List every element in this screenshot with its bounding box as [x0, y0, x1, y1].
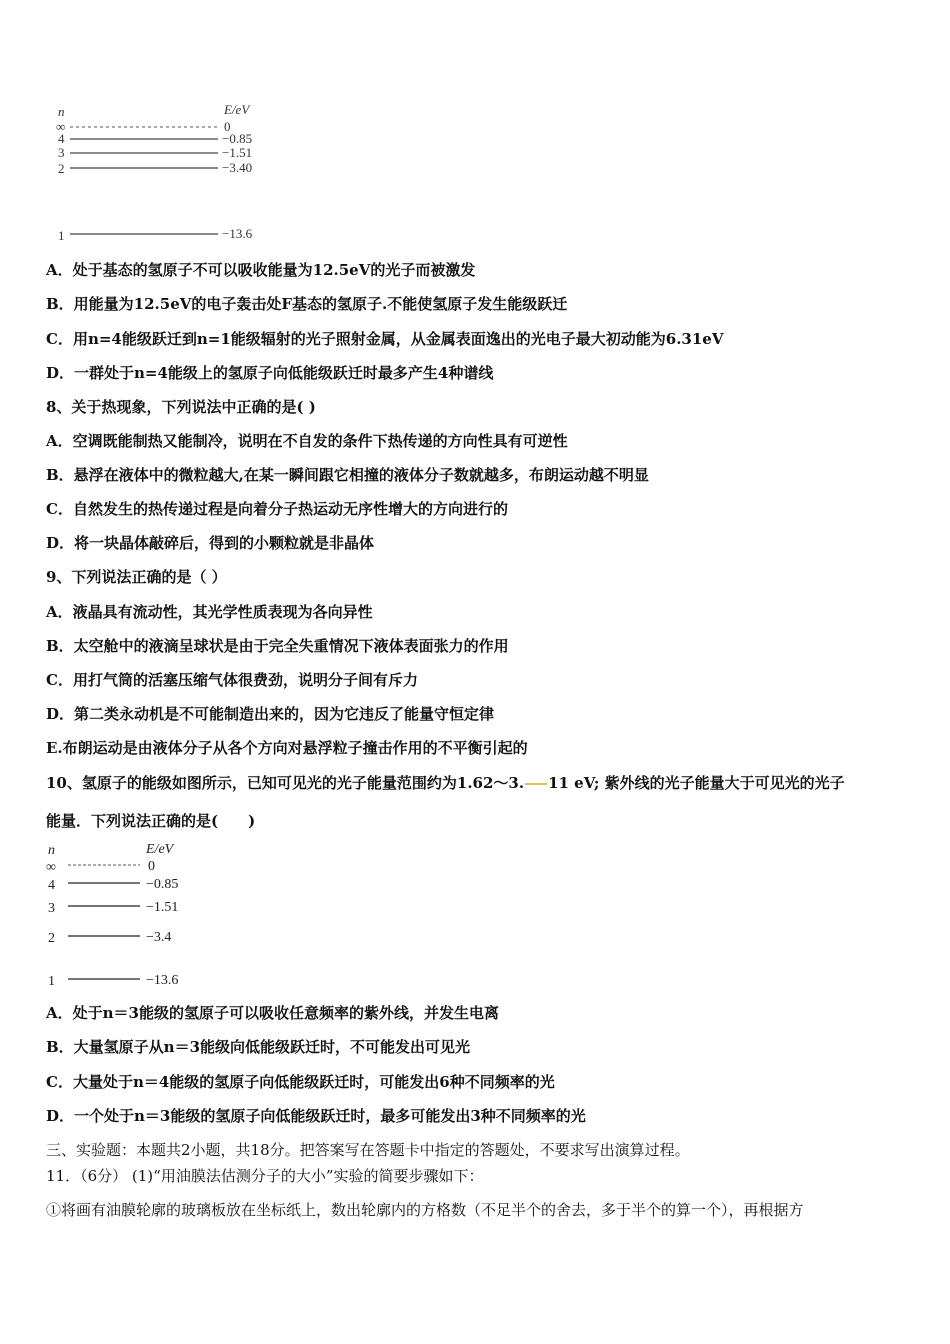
- diagram1-n-4: 4: [58, 131, 65, 146]
- q10-option-d: D．一个处于n＝3能级的氢原子向低能级跃迁时，最多可能发出3种不同频率的光: [46, 1107, 586, 1125]
- q10-stem-part1: 10、氢原子的能级如图所示，已知可见光的光子能量范围约为1.62～3.: [46, 774, 525, 792]
- diagram2-e-label: E/eV: [146, 842, 174, 857]
- q10-option-a: A．处于n＝3能级的氢原子可以吸收任意频率的紫外线，并发生电离: [46, 1004, 499, 1022]
- q10-option-b: B．大量氢原子从n＝3能级向低能级跃迁时，不可能发出可见光: [46, 1038, 471, 1056]
- diagram2-n-2: 2: [48, 931, 55, 946]
- diagram1-n-3: 3: [58, 145, 65, 160]
- diagram1-e-inf: 0: [224, 119, 231, 134]
- diagram1-n-1: 1: [58, 228, 65, 243]
- energy-level-diagram-2: [42, 838, 242, 993]
- diagram1-n-label: n: [58, 104, 65, 119]
- diagram1-n-inf: ∞: [56, 119, 66, 134]
- diagram1-e-label: E/eV: [224, 102, 250, 117]
- diagram2-e-1: −13.6: [146, 973, 179, 988]
- q7-option-a: A．处于基态的氢原子不可以吸收能量为12.5eV的光子而被激发: [46, 261, 476, 279]
- diagram2-e-3: −1.51: [146, 900, 179, 915]
- diagram2-n-label: n: [48, 843, 55, 858]
- q11-stem: 11．（6分） (1)“用油膜法估测分子的大小”实验的简要步骤如下：: [46, 1167, 484, 1185]
- diagram2-e-2: −3.4: [146, 930, 172, 945]
- diagram2-e-4: −0.85: [146, 877, 179, 892]
- diagram1-e-2: −3.40: [222, 160, 253, 175]
- q11-step1: ①将画有油膜轮廓的玻璃板放在坐标纸上，数出轮廓内的方格数（不足半个的舍去，多于半个的算一个），再根据方: [46, 1201, 804, 1219]
- q8-option-d: D．将一块晶体敲碎后，得到的小颗粒就是非晶体: [46, 534, 375, 552]
- q8-option-a: A．空调既能制热又能制冷，说明在不自发的条件下热传递的方向性具有可逆性: [46, 432, 568, 450]
- q7-option-b: B．用能量为12.5eV的电子轰击处F基态的氢原子.不能使氢原子发生能级跃迁: [46, 295, 568, 313]
- q7-option-c: C．用n=4能级跃迁到n=1能级辐射的光子照射金属，从金属表面逸出的光电子最大初动能为6.31eV: [46, 330, 724, 348]
- q9-option-c: C．用打气筒的活塞压缩气体很费劲，说明分子间有斥力: [46, 671, 418, 689]
- q9-option-e: E.布朗运动是由液体分子从各个方向对悬浮粒子撞击作用的不平衡引起的: [46, 739, 528, 757]
- q9-option-b: B．太空舱中的液滴呈球状是由于完全失重情况下液体表面张力的作用: [46, 637, 509, 655]
- q8-option-b: B．悬浮在液体中的微粒越大,在某一瞬间跟它相撞的液体分子数就越多，布朗运动越不明显: [46, 466, 649, 484]
- q8-stem: 8、关于热现象，下列说法中正确的是( ): [46, 398, 316, 416]
- diagram1-e-3: −1.51: [222, 145, 253, 160]
- q9-option-d: D．第二类永动机是不可能制造出来的，因为它违反了能量守恒定律: [46, 705, 495, 723]
- q9-option-a: A．液晶具有流动性，其光学性质表现为各向异性: [46, 603, 373, 621]
- diagram1-e-4: −0.85: [222, 131, 253, 146]
- q8-option-c: C．自然发生的热传递过程是向着分子热运动无序性增大的方向进行的: [46, 500, 508, 518]
- q9-stem: 9、下列说法正确的是（ ）: [46, 568, 227, 586]
- energy-level-diagram-1: [50, 100, 280, 250]
- q10-option-c: C．大量处于n＝4能级的氢原子向低能级跃迁时，可能发出6种不同频率的光: [46, 1073, 555, 1091]
- diagram1-n-2: 2: [58, 161, 65, 176]
- q7-option-d: D．一群处于n=4能级上的氢原子向低能级跃迁时最多产生4种谱线: [46, 364, 494, 382]
- diagram2-n-1: 1: [48, 974, 55, 989]
- diagram2-n-3: 3: [48, 901, 55, 916]
- diagram2-n-inf: ∞: [46, 860, 56, 875]
- q10-stem-part2: 11 eV; 紫外线的光子能量大于可见光的光子: [548, 774, 845, 792]
- section-3-heading: 三、实验题：本题共2小题，共18分。把答案写在答题卡中指定的答题处，不要求写出演算过程。: [46, 1141, 690, 1159]
- diagram2-e-inf: 0: [148, 859, 155, 874]
- highlight-mark: [525, 783, 547, 785]
- diagram1-e-1: −13.6: [222, 226, 253, 241]
- q10-stem-line1: [46, 773, 910, 793]
- diagram2-n-4: 4: [48, 878, 55, 893]
- q10-stem-line2: 能量．下列说法正确的是( ): [46, 812, 256, 830]
